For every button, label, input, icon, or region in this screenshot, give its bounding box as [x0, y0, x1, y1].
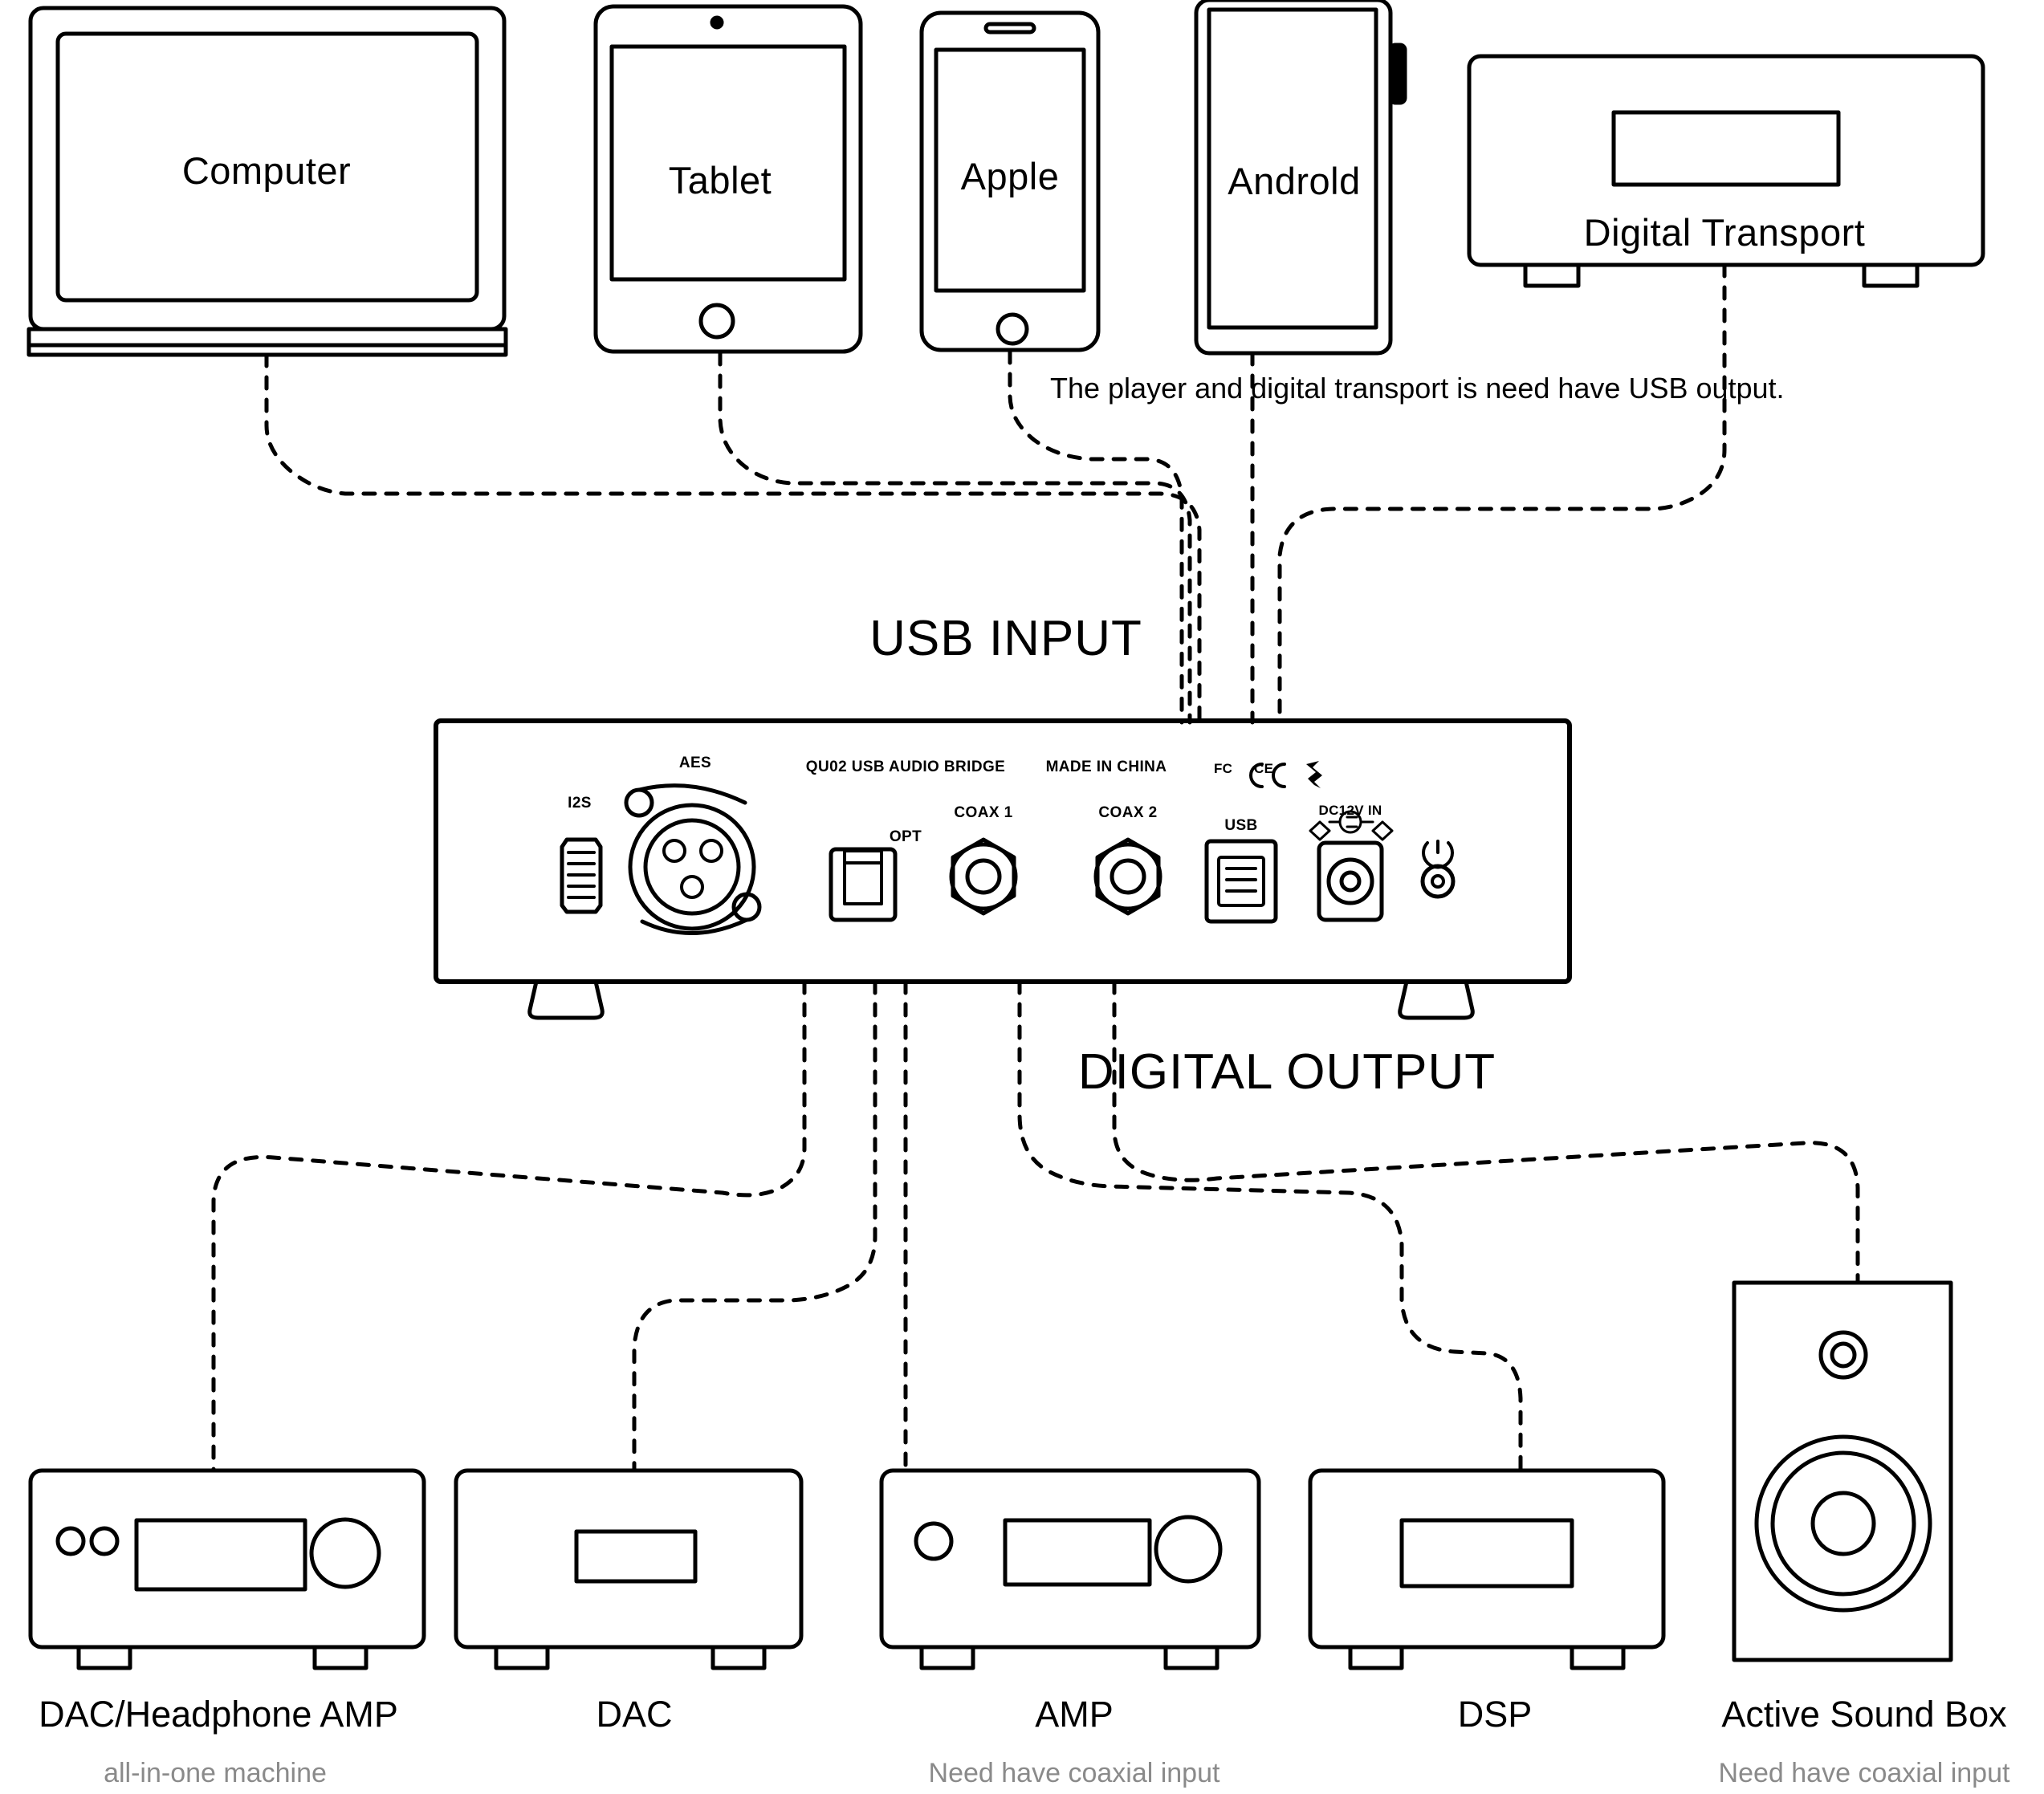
- sublabel-active-sound-box: Need have coaxial input: [1718, 1758, 2010, 1788]
- panel-label-origin: MADE IN CHINA: [1045, 759, 1167, 775]
- device-active-sound-box-icon: [1734, 1283, 1951, 1660]
- label-amp: AMP: [1035, 1694, 1114, 1735]
- port-usb: [1207, 841, 1276, 921]
- device-amp-icon: [882, 1471, 1259, 1668]
- port-opt: [831, 849, 895, 920]
- cert-fcc-text: FC: [1214, 761, 1233, 776]
- panel-label-model: QU02 USB AUDIO BRIDGE: [805, 759, 1006, 775]
- title-digital-output: DIGITAL OUTPUT: [1077, 1044, 1496, 1100]
- label-computer: Computer: [181, 149, 352, 192]
- sublabel-dac-headphone-amp: all-in-one machine: [104, 1758, 327, 1788]
- port-power-led: [1423, 841, 1453, 897]
- panel-label-aes: AES: [678, 755, 712, 771]
- port-aes: [626, 786, 759, 934]
- port-i2s: [562, 840, 601, 912]
- label-dsp: DSP: [1457, 1694, 1533, 1735]
- label-android: Androld: [1228, 160, 1361, 202]
- note-usb-output: The player and digital transport is need have USB output.: [1050, 372, 1785, 405]
- device-dsp-icon: [1310, 1471, 1663, 1668]
- panel-label-usb: USB: [1224, 817, 1258, 834]
- label-active-sound-box: Active Sound Box: [1721, 1694, 2007, 1735]
- panel-label-coax1: COAX 1: [954, 804, 1013, 821]
- sublabel-amp: Need have coaxial input: [928, 1758, 1220, 1788]
- panel-label-i2s: I2S: [568, 795, 592, 812]
- label-dac-headphone-amp: DAC/Headphone AMP: [39, 1694, 398, 1735]
- port-coax2: [1096, 840, 1160, 913]
- title-usb-input: USB INPUT: [869, 611, 1142, 666]
- cable-device-to-outputs: [214, 982, 1858, 1471]
- cert-ce-text: CE: [1254, 761, 1274, 776]
- port-dc12v: [1310, 812, 1392, 920]
- device-dac-headphone-amp-icon: [31, 1471, 424, 1668]
- panel-label-opt: OPT: [889, 828, 922, 845]
- label-dac: DAC: [596, 1694, 673, 1735]
- label-digital-transport: Digital Transport: [1583, 211, 1866, 254]
- port-coax1: [951, 840, 1016, 913]
- device-dac-icon: [456, 1471, 801, 1668]
- label-apple: Apple: [960, 155, 1060, 197]
- panel-label-dc12v: DC12V IN: [1318, 803, 1382, 818]
- panel-label-coax2: COAX 2: [1098, 804, 1158, 821]
- label-tablet: Tablet: [668, 159, 772, 201]
